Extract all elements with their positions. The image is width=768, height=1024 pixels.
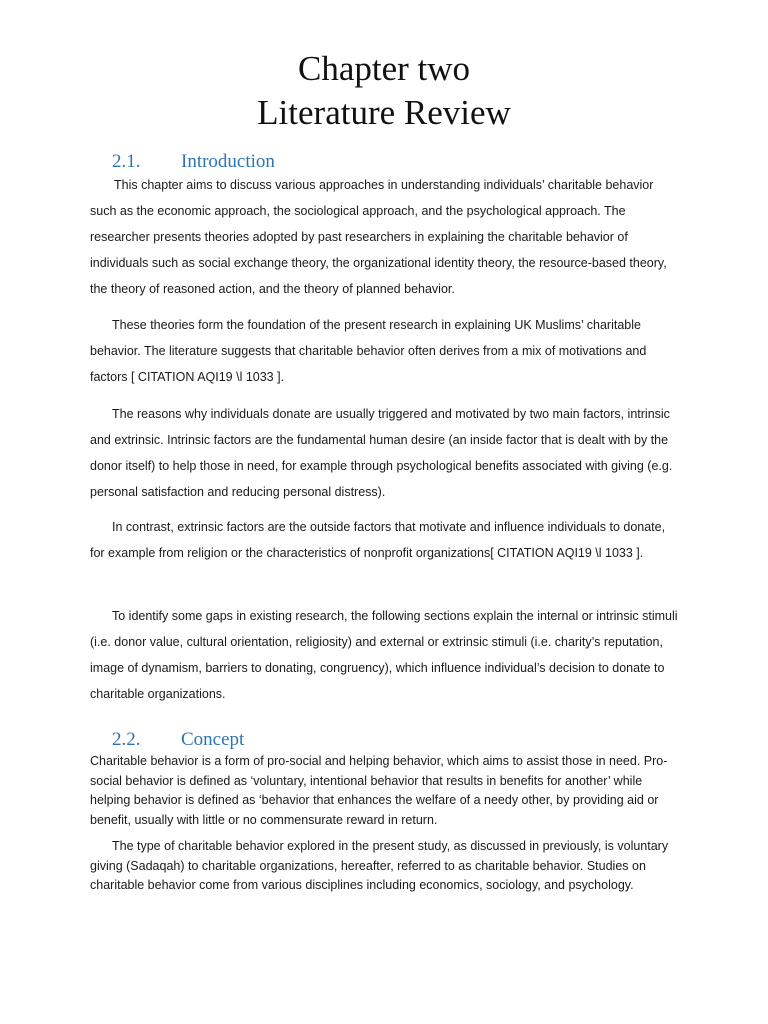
paragraph: This chapter aims to discuss various approaches in understanding individuals’ charitable behavior such as the economic approach, the sociological approach, and the psychological approach. The researcher presents theories adopted by past researchers in explaining the charitable behavior of individuals such as social exchange theory, the organizational identity theory, the resource-based theory, the theory of reasoned action, and the theory of planned behavior. [90, 178, 667, 296]
paragraph: To identify some gaps in existing research, the following sections explain the internal or intrinsic stimuli (i.e. donor value, cultural orientation, religiosity) and external or extrinsic stimuli (i.e. charity’s reputation, image of dynamism, barriers to donating, congruency), which influence individual’s decision to donate to charitable organizations. [90, 609, 678, 701]
paragraph: The type of charitable behavior explored in the present study, as discussed in previously, is voluntary giving (Sadaqah) to charitable organizations, hereafter, referred to as charitable behavior. Studies on charitable behavior come from various disciplines including economics, sociology, and psychology. [90, 839, 669, 892]
paragraph: These theories form the foundation of the present research in explaining UK Muslims’ charitable behavior. The literature suggests that charitable behavior often derives from a mix of motivations and factors [ CITATION AQI19 \l 1033 ]. [90, 318, 647, 384]
section-title: Introduction [181, 151, 275, 172]
section-heading-introduction [112, 151, 275, 173]
paragraph: Charitable behavior is a form of pro-social and helping behavior, which aims to assist those in need. Pro-social behavior is defined as ‘voluntary, intentional behavior that results in benefits for another’ while helping behavior is defined as ‘behavior that enhances the welfare of a needy other, by providing aid or benefit, usually with little or no commensurate reward in return. [90, 754, 668, 827]
section-heading-concept [112, 729, 244, 751]
chapter-subtitle: Literature Review [257, 93, 511, 132]
paragraph: In contrast, extrinsic factors are the outside factors that motivate and influence individuals to donate, for example from religion or the characteristics of nonprofit organizations[ CITATION AQI19 \l 1033 ]. [90, 520, 666, 560]
chapter-title: Chapter two [297, 49, 471, 88]
section-title: Concept [181, 729, 245, 750]
section-number: 2.2. [112, 729, 141, 750]
section-number: 2.1. [112, 151, 141, 172]
paragraph: The reasons why individuals donate are usually triggered and motivated by two main factors, intrinsic and extrinsic. Intrinsic factors are the fundamental human desire (an inside factor that is dealt with by the donor itself) to help those in need, for example through psychological benefits associated with giving (e.g. personal satisfaction and reducing personal distress). [90, 407, 673, 499]
